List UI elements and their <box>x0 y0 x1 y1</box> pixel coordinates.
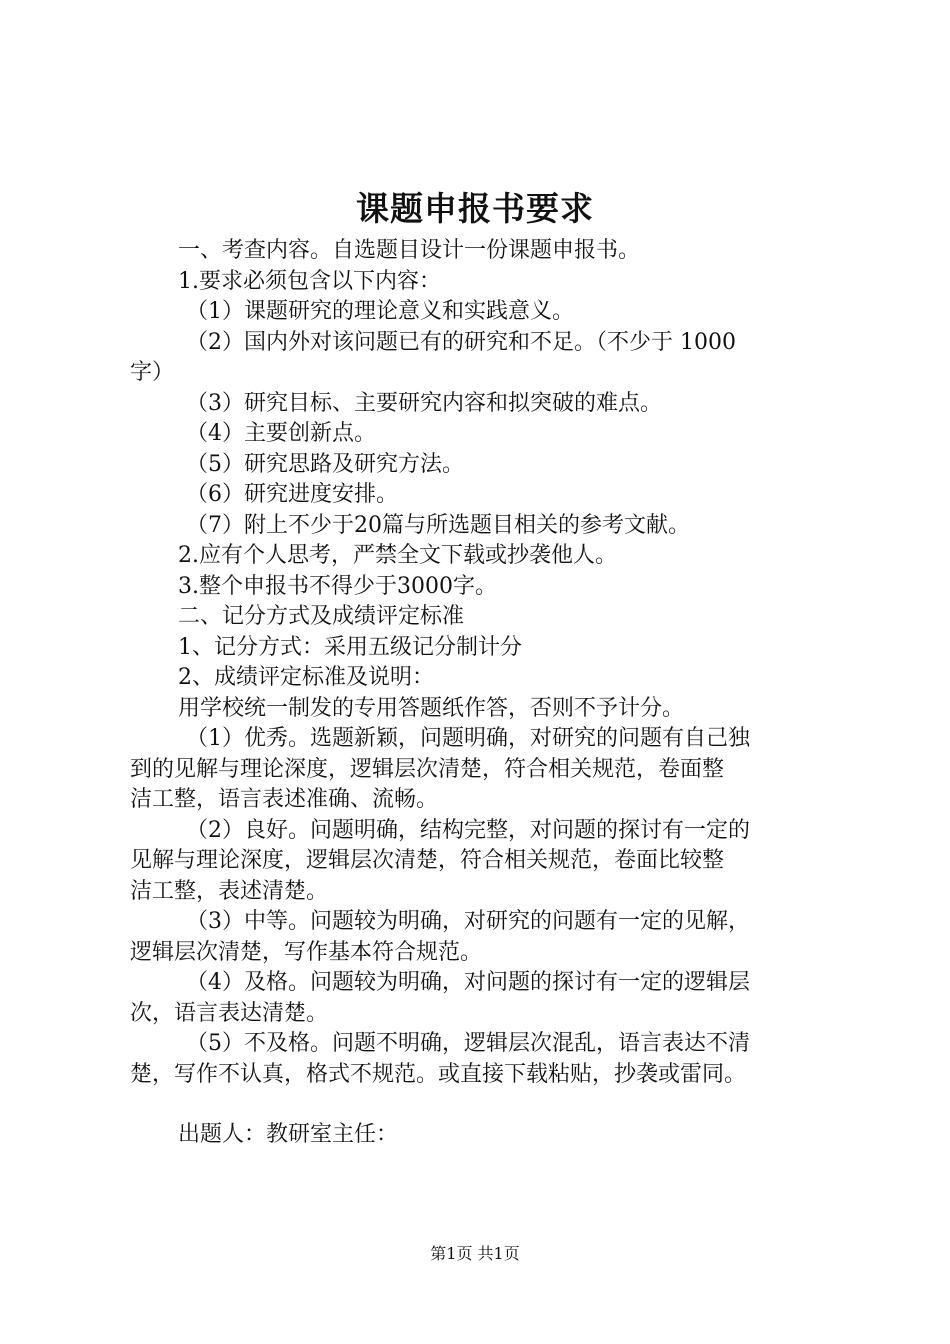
page-footer: 第1页 共1页 <box>430 1244 520 1263</box>
paragraph-line: 到的见解与理论深度，逻辑层次清楚，符合相关规范，卷面整 <box>130 756 725 782</box>
paragraph-line: 1.要求必须包含以下内容： <box>178 268 441 294</box>
paragraph-line: 逻辑层次清楚，写作基本符合规范。 <box>130 939 483 965</box>
paragraph-line: （2）良好。问题明确，结构完整，对问题的探讨有一定的 <box>186 817 750 843</box>
paragraph-line: 二、记分方式及成绩评定标准 <box>178 604 465 629</box>
paragraph-line: 2.应有个人思考，严禁全文下载或抄袭他人。 <box>178 543 617 568</box>
paragraph-line: 3.整个申报书不得少于3000字。 <box>178 573 497 599</box>
paragraph-line: 见解与理论深度，逻辑层次清楚，符合相关规范，卷面比较整 <box>130 848 725 873</box>
paragraph-line: 次，语言表达清楚。 <box>130 1000 329 1026</box>
document-body <box>130 236 834 1151</box>
paragraph-line: 用学校统一制发的专用答题纸作答，否则不予计分。 <box>178 695 685 721</box>
paragraph-line: 1、记分方式：采用五级记分制计分 <box>178 634 522 660</box>
paragraph-line: （1）课题研究的理论意义和实践意义。 <box>186 299 574 324</box>
paragraph-line: 字） <box>130 360 175 385</box>
paragraph-line: （2）国内外对该问题已有的研究和不足。（不少于 1000 <box>186 329 736 355</box>
paragraph-line: （1）优秀。选题新颖，问题明确，对研究的问题有自己独 <box>186 726 750 751</box>
paragraph-line: （4）主要创新点。 <box>186 421 376 446</box>
blank-line <box>130 1090 834 1120</box>
paragraph-line: 一、考查内容。自选题目设计一份课题申报书。 <box>178 238 641 263</box>
setter-signature-line: 出题人：教研室主任： <box>178 1122 399 1147</box>
paragraph-line: （7）附上不少于20篇与所选题目相关的参考文献。 <box>186 512 690 538</box>
paragraph-line: （6）研究进度安排。 <box>186 482 398 507</box>
paragraph-line: 洁工整，表述清楚。 <box>130 878 329 904</box>
paragraph-line: （5）研究思路及研究方法。 <box>186 451 464 477</box>
paragraph-line: （5）不及格。问题不明确，逻辑层次混乱，语言表达不清 <box>186 1031 750 1056</box>
paragraph-line: 楚，写作不认真，格式不规范。或直接下载粘贴，抄袭或雷同。 <box>130 1061 747 1087</box>
paragraph-line: （4）及格。问题较为明确，对问题的探讨有一定的逻辑层 <box>186 970 750 995</box>
paragraph-line: 洁工整，语言表述准确、流畅。 <box>130 787 439 812</box>
paragraph-line: （3）研究目标、主要研究内容和拟突破的难点。 <box>186 390 662 416</box>
paragraph-line: （3）中等。问题较为明确，对研究的问题有一定的见解， <box>186 909 750 934</box>
document-title: 课题申报书要求 <box>356 189 594 228</box>
paragraph-line: 2、成绩评定标准及说明： <box>178 665 434 690</box>
